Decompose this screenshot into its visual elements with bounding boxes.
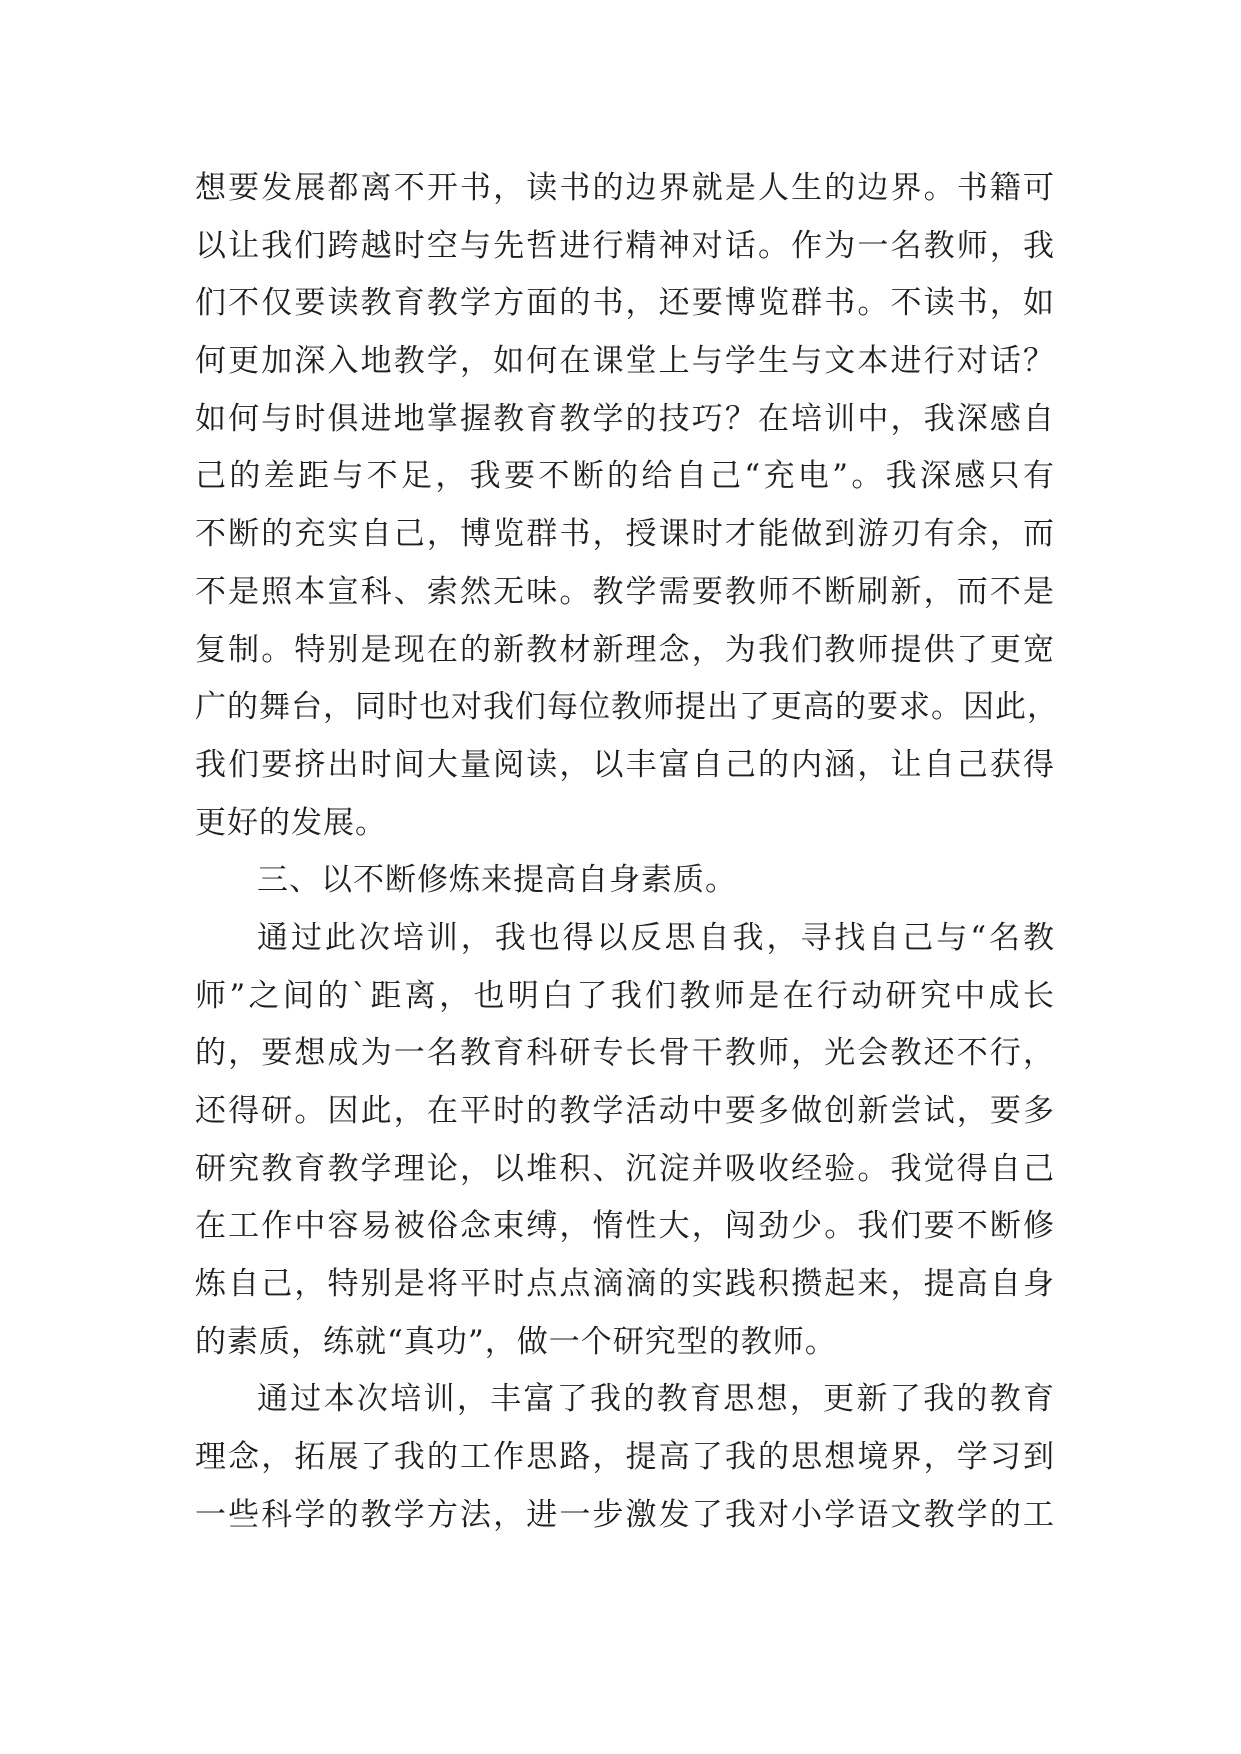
text-line: 理念，拓展了我的工作思路，提高了我的思想境界，学习到 xyxy=(195,1439,1055,1476)
text-line: 的，要想成为一名教育科研专长骨干教师，光会教还不行， xyxy=(195,1035,1055,1072)
text-line: 通过此次培训，我也得以反思自我，寻找自己与“名教 xyxy=(257,919,1055,956)
text-line: 我们要挤出时间大量阅读，以丰富自己的内涵，让自己获得 xyxy=(195,746,1055,783)
text-line: 在工作中容易被俗念束缚，惰性大，闯劲少。我们要不断修 xyxy=(195,1208,1055,1245)
text-line: 研究教育教学理论，以堆积、沉淀并吸收经验。我觉得自己 xyxy=(195,1150,1055,1187)
text-line: 复制。特别是现在的新教材新理念，为我们教师提供了更宽 xyxy=(195,631,1055,668)
text-line: 何更加深入地教学，如何在课堂上与学生与文本进行对话？ xyxy=(195,343,1055,380)
text-line: 不断的充实自己，博览群书，授课时才能做到游刃有余，而 xyxy=(195,516,1055,553)
text-line: 通过本次培训，丰富了我的教育思想，更新了我的教育 xyxy=(257,1381,1055,1418)
text-line: 广的舞台，同时也对我们每位教师提出了更高的要求。因此， xyxy=(195,689,1059,726)
text-line: 如何与时俱进地掌握教育教学的技巧？在培训中，我深感自 xyxy=(195,400,1055,437)
text-line: 不是照本宣科、索然无味。教学需要教师不断刷新，而不是 xyxy=(195,573,1055,610)
text-line: 的素质，练就“真功”，做一个研究型的教师。 xyxy=(195,1323,837,1360)
text-line: 一些科学的教学方法，进一步激发了我对小学语文教学的工 xyxy=(195,1496,1055,1533)
text-line: 师”之间的`距离，也明白了我们教师是在行动研究中成长 xyxy=(195,977,1055,1014)
text-line: 还得研。因此，在平时的教学活动中要多做创新尝试，要多 xyxy=(195,1093,1055,1129)
text-line: 想要发展都离不开书，读书的边界就是人生的边界。书籍可 xyxy=(195,170,1055,206)
text-line: 己的差距与不足，我要不断的给自己“充电”。我深感只有 xyxy=(195,458,1055,495)
text-line: 们不仅要读教育教学方面的书，还要博览群书。不读书，如 xyxy=(195,285,1055,322)
document-body xyxy=(195,160,1059,1545)
text-line: 更好的发展。 xyxy=(195,804,387,841)
text-line: 炼自己，特别是将平时点点滴滴的实践积攒起来，提高自身 xyxy=(195,1266,1055,1303)
section-heading: 三、以不断修炼来提高自身素质。 xyxy=(257,862,737,899)
text-line: 以让我们跨越时空与先哲进行精神对话。作为一名教师，我 xyxy=(195,227,1055,264)
